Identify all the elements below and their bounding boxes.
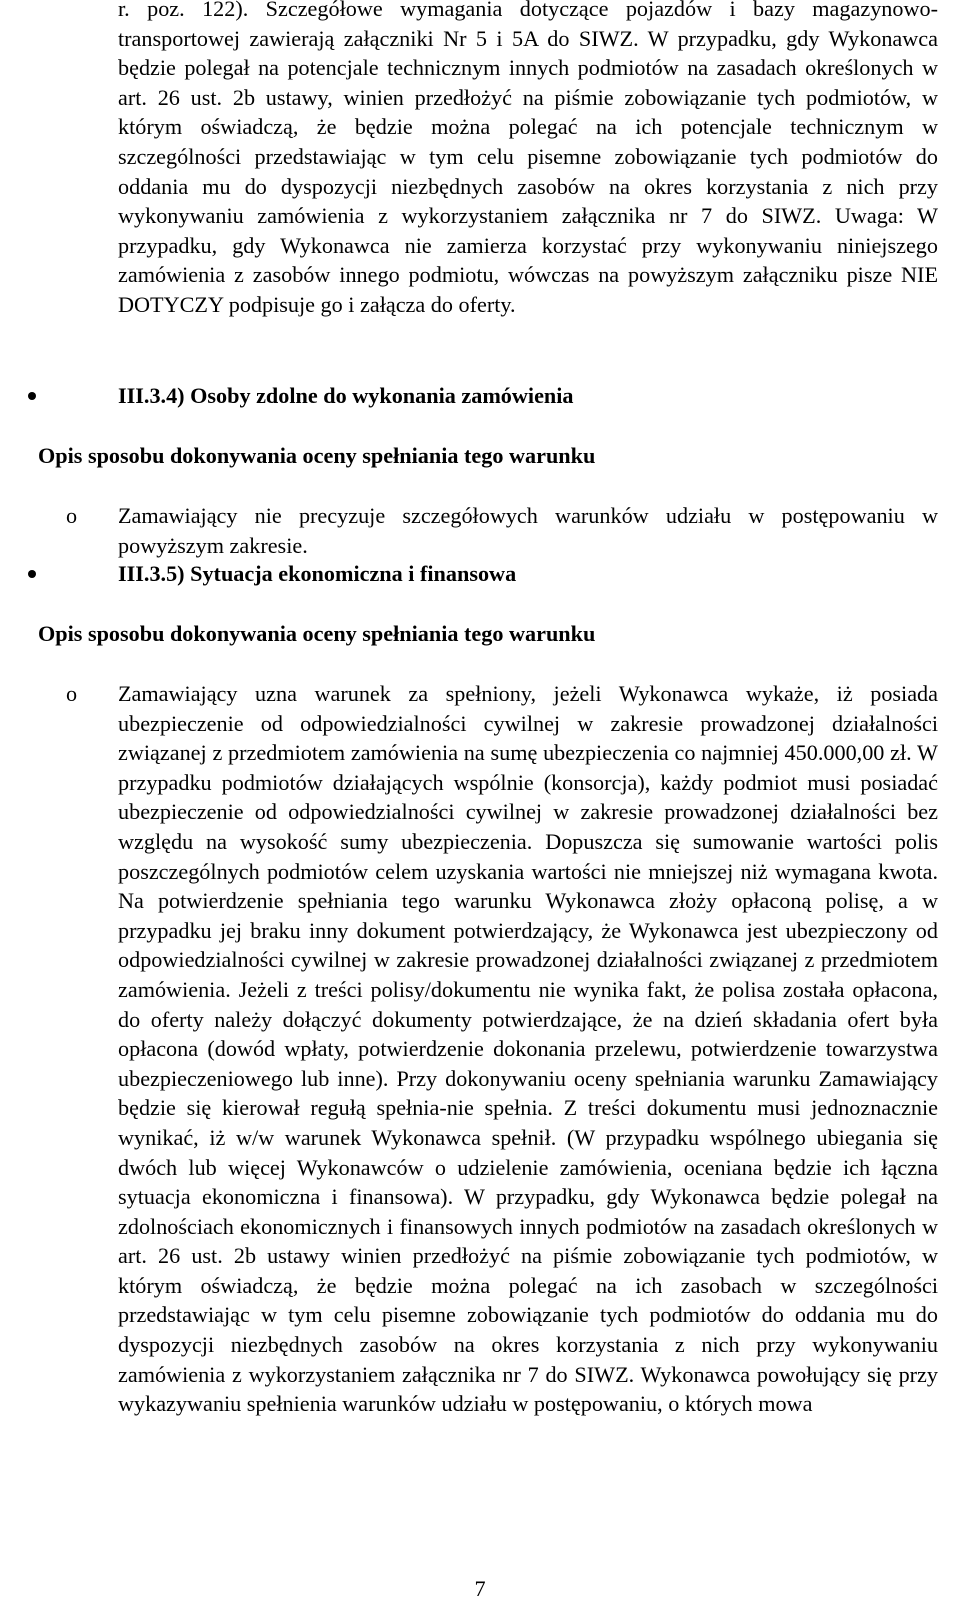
section-5-list-marker: o [66,681,78,706]
section-4-subheading: Opis sposobu dokonywania oceny spełniania tego warunku [38,443,596,468]
section-4-heading: III.3.4) Osoby zdolne do wykonania zamówienia [118,383,574,408]
continuation-paragraph: r. poz. 122). Szczegółowe wymagania dotyczące pojazdów i bazy magazynowo-transportowej zawierają załączniki Nr 5 i 5A do SIWZ. W przypadku, gdy Wykonawca będzie polegał na potencjale technicznym innych podmiotów na zasadach określonych w art. 26 ust. 2b ustawy, winien przedłożyć na piśmie zobowiązanie tych podmiotów, w którym oświadczą, że będzie można polegać na ich potencjale technicznym w szczególności przedstawiając w tym celu pisemne zobowiązanie tych podmiotów do oddania mu do dyspozycji niezbędnych zasobów na okres korzystania z nich przy wykonywaniu zamówienia z wykorzystaniem załącznika nr 7 do SIWZ. Uwaga: W przypadku, gdy Wykonawca nie zamierza korzystać przy wykonywaniu niniejszego zamówienia z zasobów innego podmiotu, wówczas na powyższym załączniku pisze NIE DOTYCZY podpisuje go i załącza do oferty. [118,0,938,317]
section-5-subheading: Opis sposobu dokonywania oceny spełniania tego warunku [38,621,596,646]
section-4-list-item-text: Zamawiający nie precyzuje szczegółowych warunków udziału w postępowaniu w powyższym zakresie. [118,503,938,558]
section-5-list-item-text: Zamawiający uzna warunek za spełniony, jeżeli Wykonawca wykaże, iż posiada ubezpieczenie od odpowiedzialności cywilnej w zakresie prowadzonej działalności związanej z przedmiotem zamówienia na sumę ubezpieczenia co najmniej 450.000,00 zł. W przypadku podmiotów działających wspólnie (konsorcja), każdy podmiot musi posiadać ubezpieczenie od odpowiedzialności cywilnej w zakresie prowadzonej działalności bez względu na wysokość sumy ubezpieczenia. Dopuszcza się sumowanie wartości polis poszczególnych podmiotów celem uzyskania wartości nie mniejszej niż wymagana kwota. Na potwierdzenie spełniania tego warunku Wykonawca złoży opłaconą polisę, a w przypadku jej braku inny dokument potwierdzający, że Wykonawca jest ubezpieczony od odpowiedzialności cywilnej w zakresie prowadzonej działalności związanej z przedmiotem zamówienia. Jeżeli z treści polisy/dokumentu nie wynika fakt, że polisa została opłacona, do oferty należy dołączyć dokumenty potwierdzające, że na dzień składania ofert była opłacona (dowód wpłaty, potwierdzenie dokonania przelewu, potwierdzenie towarzystwa ubezpieczeniowego lub inne). Przy dokonywaniu oceny spełniania warunku Zamawiający będzie się kierował regułą spełnia-nie spełnia. Z treści dokumentu musi jednoznacznie wynikać, iż w/w warunek Wykonawca spełnił. (W przypadku wspólnego ubiegania się dwóch lub więcej Wykonawców o udzielenie zamówienia, oceniana będzie ich łączna sytuacja ekonomiczna i finansowa). W przypadku, gdy Wykonawca będzie polegał na zdolnościach ekonomicznych i finansowych innych podmiotów na zasadach określonych w art. 26 ust. 2b ustawy winien przedłożyć na piśmie zobowiązanie tych podmiotów, w którym oświadczą, że będzie można polegać na ich zasobach w szczególności przedstawiając w tym celu pisemne zobowiązanie tych podmiotów do oddania mu do dyspozycji niezbędnych zasobów na okres korzystania z nich przy wykonywaniu zamówienia z wykorzystaniem załącznika nr 7 do SIWZ. Wykonawca powołujący się przy wykazywaniu spełnienia warunków udziału w postępowaniu, o których mowa [118,681,938,1417]
section-4-bullet [28,392,36,400]
section-4-list-marker: o [66,503,78,528]
section-5-list-item [118,679,938,1419]
section-5-bullet [28,570,36,578]
section-4-list-item [118,501,938,560]
section-5-heading: III.3.5) Sytuacja ekonomiczna i finansowa [118,561,517,586]
page-number: 7 [474,1576,486,1601]
continuation-paragraph-block [118,0,938,320]
